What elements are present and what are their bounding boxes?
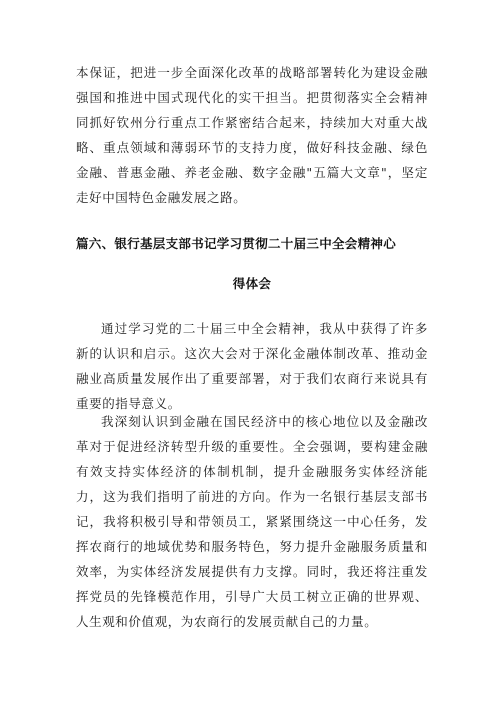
section-heading-continued: 得体会 (232, 276, 272, 291)
continued-paragraph: 本保证，把进一步全面深化改革的战略部署转化为建设金融强国和推进中国式现代化的实干担当。把贯彻落实全会精神同抓好钦州分行重点工作紧密结合起来，持续加大对重大战略、重点领域和薄弱环节的支持力度，做好科技金融、绿色金融、普惠金融、养老金融、数字金融"五篇大文章"，坚定走好中国特色金融发展之路。 (76, 65, 428, 205)
section-heading: 篇六、银行基层支部书记学习贯彻二十届三中全会精神心 (76, 236, 397, 251)
body-paragraph-1: 通过学习党的二十届三中全会精神，我从中获得了许多新的认识和启示。这次大会对于深化金融体制改革、推动金融业高质量发展作出了重要部署，对于我们农商行来说具有重要的指导意义。 (76, 321, 428, 411)
body-paragraph-2: 我深刻认识到金融在国民经济中的核心地位以及金融改革对于促进经济转型升级的重要性。全会强调，要构建金融有效支持实体经济的体制机制，提升金融服务实体经济能力，这为我们指明了前进的方向。作为一名银行基层支部书记，我将积极引导和带领员工，紧紧围绕这一中心任务，发挥农商行的地域优势和服务特色，努力提升金融服务质量和效率，为实体经济发展提供有力支撑。同时，我还将注重发挥党员的先锋模范作用，引导广大员工树立正确的世界观、人生观和价值观，为农商行的发展贡献自己的力量。 (76, 414, 428, 629)
